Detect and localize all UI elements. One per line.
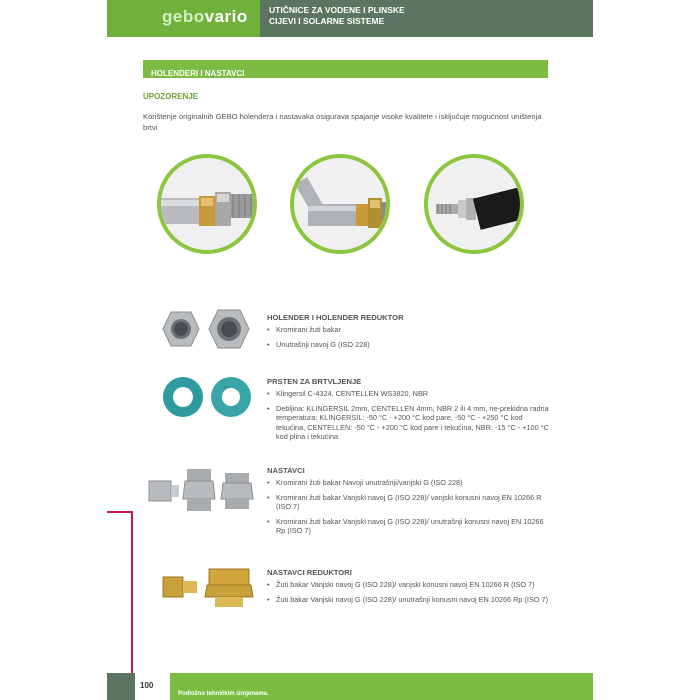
header-title-box	[260, 0, 593, 37]
product-title-seal-ring: PRSTEN ZA BRTVLJENJE	[267, 377, 362, 386]
product-image-reducers	[157, 565, 262, 610]
svg-text:≈≈≈: ≈≈≈	[223, 384, 230, 389]
product-bullets-seal-ring	[267, 389, 550, 447]
product-title-reducers: NASTAVCI REDUKTORI	[267, 568, 352, 577]
product-title-nipples: NASTAVCI	[267, 466, 305, 475]
product-image-holender	[157, 304, 262, 354]
warning-text: Korištenje originalnih GEBO holendera i nastavaka osigurava spajanje visoke kvalitete i isključuje mogućnost uništenja brtvi	[143, 112, 542, 132]
brand-logo	[162, 7, 248, 27]
product-bullets-nipples	[267, 478, 552, 541]
header-title: UTIČNICE ZA VODENE I PLINSKE CIJEVI I SOLARNE SISTEME	[269, 5, 405, 26]
product-title-holender: HOLENDER I HOLENDER REDUKTOR	[267, 313, 404, 322]
list-item: • Žuti bakar Vanjski navoj G (ISO 228)/ vanjski konusni navoj EN 10266 R (ISO 7)	[267, 580, 552, 590]
footer-number-box	[107, 673, 135, 700]
decorative-line-vertical	[131, 511, 133, 700]
decorative-line-horizontal	[107, 511, 132, 513]
product-bullets-reducers	[267, 580, 552, 609]
list-item: • Kromirani žuti bakar Vanjski navoj G (ISO 228)/ unutrašnji konusni navoj EN 10266 Rp (ISO 7)	[267, 517, 552, 536]
photo-solar-pipe	[424, 154, 524, 254]
page-number: 100	[140, 681, 154, 690]
list-item: • Klingersil C-4324, CENTELLEN WS3820, NBR	[267, 389, 550, 399]
section-title-bar	[143, 60, 548, 78]
list-item: • Kromirani žuti bakar	[267, 325, 547, 335]
product-image-seal-ring	[157, 372, 262, 422]
warning-heading: UPOZORENJE	[143, 92, 199, 101]
section-title: HOLENDERI I NASTAVCI	[151, 69, 245, 78]
list-item: • Žuti bakar Vanjski navoj G (ISO 228)/ unutrašnji konusni navoj EN 10266 Rp (ISO 7)	[267, 595, 552, 605]
photo-tee-connection	[290, 154, 390, 254]
footer-bar	[170, 673, 593, 700]
list-item: • Debljina: KLINGERSIL 2mm, CENTELLEN 4mm, NBR 2 ili 4 mm, ne-prekidna radna temperatura: KLINGERSIL: -50 °C - +200 °C kod pare, -50 °C - +250 °C kod tekućina, CENTELLEN: -50 °C - +200 °C kod pare i tekućina, NBR: -15 °C - +100 °C kod plina i tekućina	[267, 404, 550, 442]
footer-note: Podložno tehničkim izmjenama.	[178, 691, 269, 697]
list-item: • Kromirani žuti bakar Navoji unutrašnji/vanjski G (ISO 228)	[267, 478, 552, 488]
photo-hose-connection	[157, 154, 257, 254]
product-bullets-holender	[267, 325, 547, 354]
list-item: • Kromirani žuti bakar Vanjski navoj G (ISO 228)/ vanjski konusni navoj EN 10266 R (ISO 7)	[267, 493, 552, 512]
product-image-nipples	[145, 465, 260, 515]
list-item: • Unutrašnji navoj G (ISO 228)	[267, 340, 547, 350]
logo-vario-text: vario	[204, 7, 248, 26]
logo-gebo-text: gebo	[162, 7, 205, 26]
